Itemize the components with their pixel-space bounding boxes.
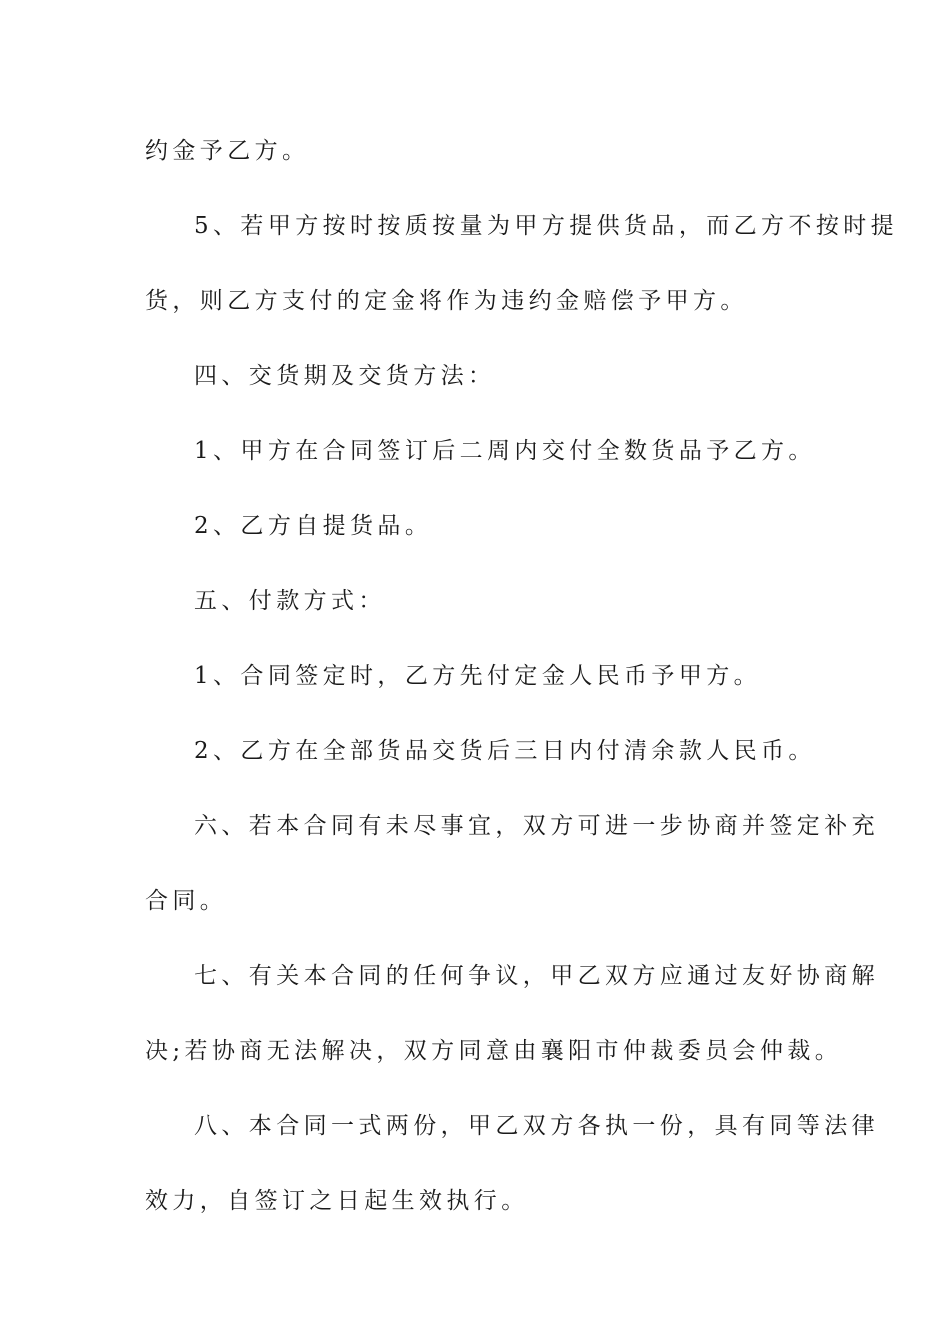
- section-5-item-2: 2、乙方在全部货品交货后三日内付清余款人民币。: [194, 738, 816, 764]
- text-line-continuation: 约金予乙方。: [145, 138, 310, 164]
- section-4-heading: 四、交货期及交货方法：: [194, 363, 496, 389]
- section-5-item-1: 1、合同签定时，乙方先付定金人民币予甲方。: [194, 663, 762, 689]
- clause-5-line-1: 5、若甲方按时按质按量为甲方提供货品，而乙方不按时提: [194, 213, 899, 239]
- clause-5-line-2: 货，则乙方支付的定金将作为违约金赔偿予甲方。: [145, 288, 748, 314]
- section-6-line-2: 合同。: [145, 888, 228, 914]
- section-6-line-1: 六、若本合同有未尽事宜，双方可进一步协商并签定补充: [194, 813, 879, 839]
- section-4-item-1: 1、甲方在合同签订后二周内交付全数货品予乙方。: [194, 438, 816, 464]
- section-5-heading: 五、付款方式：: [194, 588, 386, 614]
- section-8-line-2: 效力，自签订之日起生效执行。: [145, 1188, 529, 1214]
- section-4-item-2: 2、乙方自提货品。: [194, 513, 433, 539]
- section-7-line-1: 七、有关本合同的任何争议，甲乙双方应通过友好协商解: [194, 963, 879, 989]
- section-8-line-1: 八、本合同一式两份，甲乙双方各执一份，具有同等法律: [194, 1113, 879, 1139]
- section-7-line-2: 决;若协商无法解决，双方同意由襄阳市仲裁委员会仲裁。: [145, 1038, 843, 1064]
